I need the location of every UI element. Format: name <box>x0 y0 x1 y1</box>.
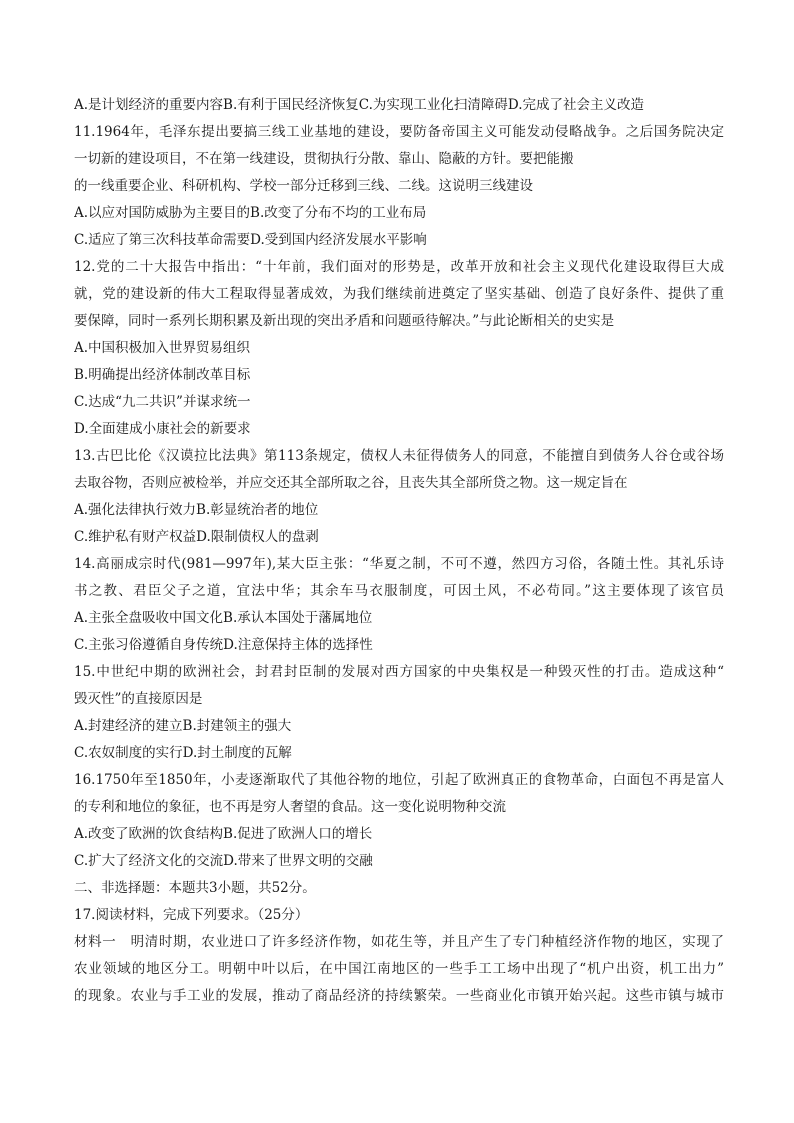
text-line: 16.1750年至1850年，小麦逐渐取代了其他谷物的地位，引起了欧洲真正的食物革命，白面包不再是富人 <box>74 772 724 788</box>
text-line: A.强化法律执行效力B.彰显统治者的地位 <box>74 502 319 518</box>
text-line: 去取谷物，否则应被检举，并应交还其全部所取之谷，且丧失其全部所贷之物。这一规定旨在 <box>74 475 628 491</box>
text-line: 12.党的二十大报告中指出：“十年前，我们面对的形势是，改革开放和社会主义现代化建设取得巨大成 <box>74 259 724 275</box>
text-line: C.扩大了经济文化的交流D.带来了世界文明的交融 <box>74 853 373 869</box>
text-line: A.中国积极加入世界贸易组织 <box>74 340 251 356</box>
text-line: 一切新的建设项目，不在第一线建设，贯彻执行分散、靠山、隐蔽的方针。要把能搬 <box>74 151 574 167</box>
text-line: 材料一 明清时期，农业进口了许多经济作物，如花生等，并且产生了专门种植经济作物的地区，实现了 <box>74 934 724 950</box>
text-line: 的专利和地位的象征，也不再是穷人奢望的食品。这一变化说明物种交流 <box>74 799 506 815</box>
text-line: 的一线重要企业、科研机构、学校一部分迁移到三线、二线。这说明三线建设 <box>74 178 533 194</box>
text-line: A.封建经济的建立B.封建领主的强大 <box>74 718 292 734</box>
text-line: C.适应了第三次科技革命需要D.受到国内经济发展水平影响 <box>74 232 427 248</box>
text-line: 15.中世纪中期的欧洲社会，封君封臣制的发展对西方国家的中央集权是一种毁灭性的打击。造成这种“ <box>74 664 724 680</box>
text-line: 13.古巴比伦《汉谟拉比法典》第113条规定，债权人未征得债务人的同意，不能擅自到债务人谷仓或谷场 <box>74 448 724 464</box>
text-line: B.明确提出经济体制改革目标 <box>74 367 251 383</box>
text-line: D.全面建成小康社会的新要求 <box>74 421 251 437</box>
text-line: A.以应对国防威胁为主要目的B.改变了分布不均的工业布局 <box>74 205 427 221</box>
text-line: 书之教、君臣父子之道，宜法中华；其余车马衣服制度，可因土风，不必苟同。”这主要体现了该官员 <box>74 583 724 599</box>
text-line: A.主张全盘吸收中国文化B.承认本国处于藩属地位 <box>74 610 373 626</box>
text-line: C.维护私有财产权益D.限制债权人的盘剥 <box>74 529 319 545</box>
text-line: 11.1964年，毛泽东提出要搞三线工业基地的建设，要防备帝国主义可能发动侵略战争。之后国务院决定 <box>74 124 724 140</box>
text-line: 毁灭性”的直接原因是 <box>74 691 203 707</box>
text-line: C.达成“九二共识”并谋求统一 <box>74 394 251 410</box>
text-line: 的现象。农业与手工业的发展，推动了商品经济的持续繁荣。一些商业化市镇开始兴起。这些市镇与城市 <box>74 988 724 1004</box>
text-line: A.改变了欧洲的饮食结构B.促进了欧洲人口的增长 <box>74 826 373 842</box>
text-line: 农业领域的地区分工。明朝中叶以后，在中国江南地区的一些手工工场中出现了“机户出资，机工出力” <box>74 961 724 977</box>
text-line: C.主张习俗遵循自身传统D.注意保持主体的选择性 <box>74 637 373 653</box>
text-line: 就，党的建设新的伟大工程取得显著成效，为我们继续前进奠定了坚实基础、创造了良好条件、提供了重 <box>74 286 724 302</box>
text-line: A.是计划经济的重要内容B.有利于国民经济恢复C.为实现工业化扫清障碍D.完成了社会主义改造 <box>74 97 645 113</box>
text-line: 14.高丽成宗时代(981—997年),某大臣主张：“华夏之制，不可不遵，然四方习俗，各随土性。其礼乐诗 <box>74 556 724 572</box>
document-page <box>74 92 724 1010</box>
text-line: 17.阅读材料，完成下列要求。（25分） <box>74 907 309 923</box>
text-line: 二、非选择题：本题共3小题，共52分。 <box>74 880 316 896</box>
text-line: 要保障，同时一系列长期积累及新出现的突出矛盾和问题亟待解决。”与此论断相关的史实是 <box>74 313 615 329</box>
text-line: C.农奴制度的实行D.封土制度的瓦解 <box>74 745 292 761</box>
